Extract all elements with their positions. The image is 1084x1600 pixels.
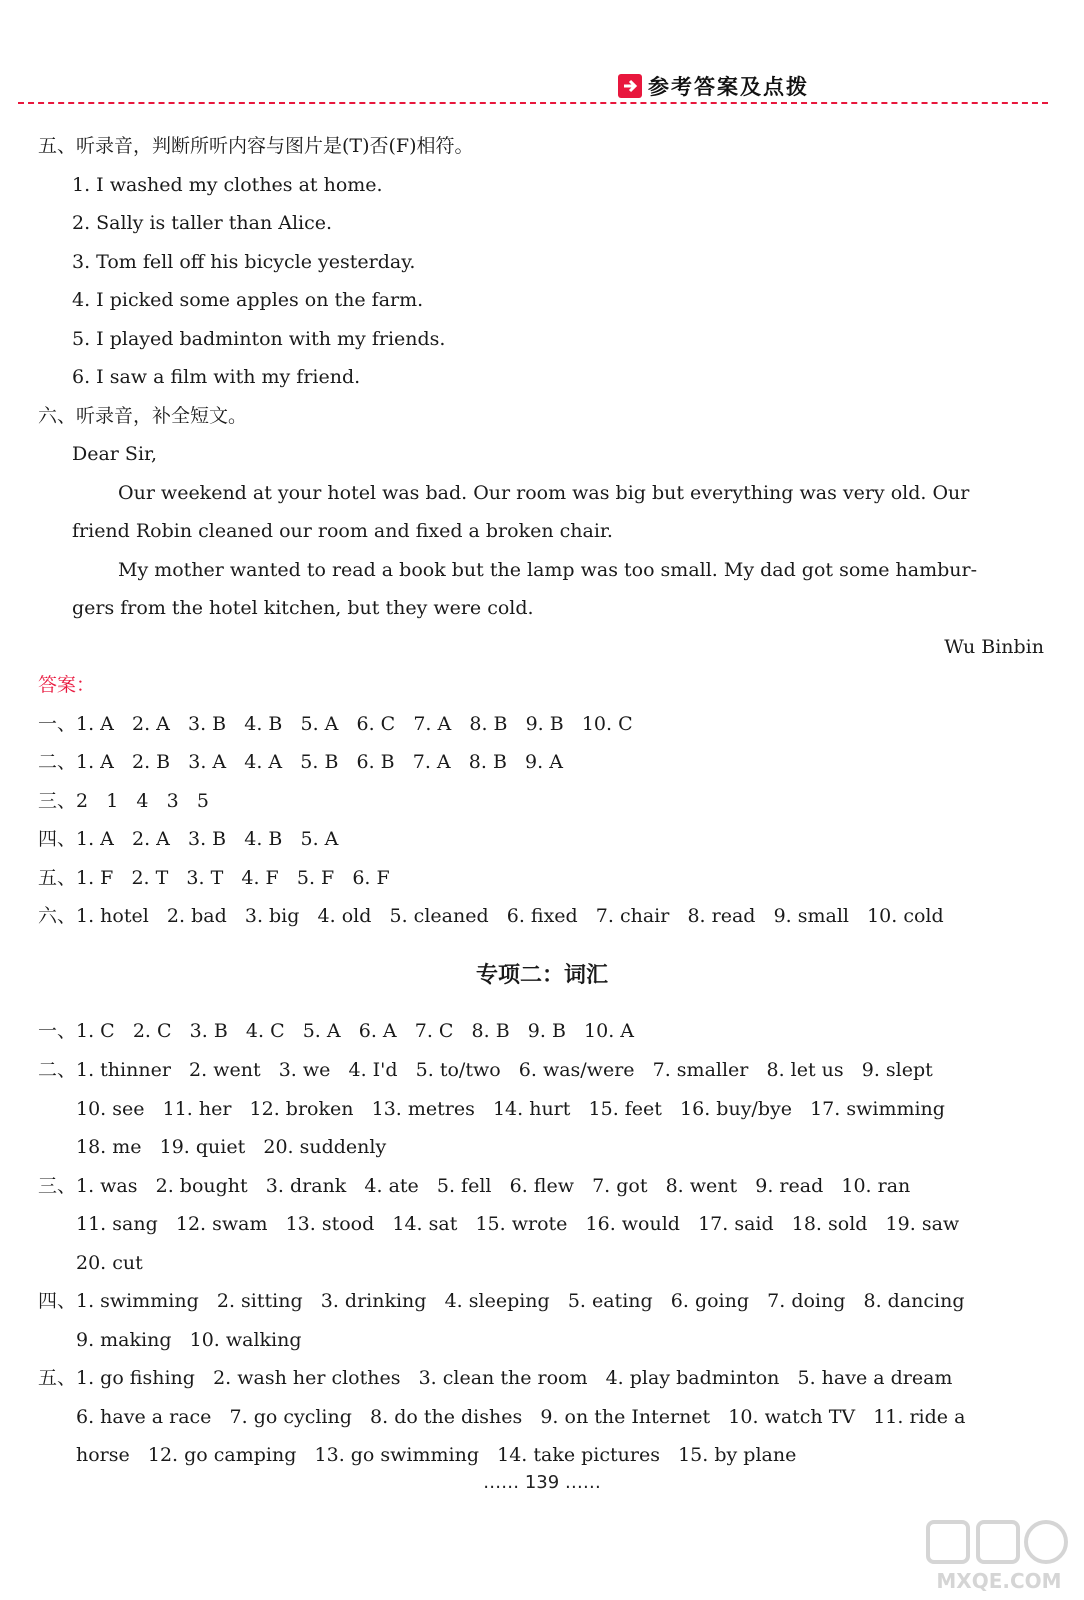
answer-line: 6. have a race 7. go cycling 8. do the dishes 9. on the Internet 10. watch TV 11. ride a	[76, 1406, 966, 1428]
letter-line: gers from the hotel kitchen, but they were cold.	[72, 597, 534, 619]
answer-line: 五、1. F 2. T 3. T 4. F 5. F 6. F	[38, 867, 390, 889]
answer-line: horse 12. go camping 13. go swimming 14. take pictures 15. by plane	[76, 1444, 797, 1466]
answer-line: 四、1. swimming 2. sitting 3. drinking 4. sleeping 5. eating 6. going 7. doing 8. dancing	[38, 1290, 965, 1312]
answer-line: 三、2 1 4 3 5	[38, 790, 209, 812]
watermark-text: MXQE.COM	[936, 1569, 1062, 1593]
list-item: 6. I saw a film with my friend.	[72, 366, 361, 388]
answer-line: 10. see 11. her 12. broken 13. metres 14. hurt 15. feet 16. buy/bye 17. swimming	[76, 1098, 945, 1120]
letter-line: friend Robin cleaned our room and fixed a broken chair.	[72, 520, 613, 542]
answer-line: 20. cut	[76, 1252, 143, 1274]
letter-line: Our weekend at your hotel was bad. Our room was big but everything was very old. Our	[118, 482, 970, 504]
answer-line: 二、1. A 2. B 3. A 4. A 5. B 6. B 7. A 8. B 9. A	[38, 751, 563, 773]
answer-line: 18. me 19. quiet 20. suddenly	[76, 1136, 387, 1158]
list-item: 5. I played badminton with my friends.	[72, 328, 446, 350]
answer-line: 五、1. go fishing 2. wash her clothes 3. clean the room 4. play badminton 5. have a dream	[38, 1367, 953, 1389]
page-number: …… 139 ……	[483, 1472, 601, 1493]
section-title: 专项二：词汇	[475, 963, 608, 988]
answer-line: 三、1. was 2. bought 3. drank 4. ate 5. fell 6. flew 7. got 8. went 9. read 10. ran	[38, 1175, 911, 1197]
answer-line: 六、1. hotel 2. bad 3. big 4. old 5. cleaned 6. fixed 7. chair 8. read 9. small 10. cold	[38, 905, 944, 927]
page-header	[618, 66, 809, 106]
answer-line: 9. making 10. walking	[76, 1329, 302, 1351]
watermark-logo	[924, 1518, 1074, 1594]
instruction-5: 五、听录音，判断所听内容与图片是(T)否(F)相符。	[38, 135, 474, 157]
list-item: 4. I picked some apples on the farm.	[72, 289, 424, 311]
header-divider	[18, 102, 1048, 104]
letter-greeting: Dear Sir,	[72, 443, 158, 465]
answer-line: 二、1. thinner 2. went 3. we 4. I'd 5. to/two 6. was/were 7. smaller 8. let us 9. slept	[38, 1059, 933, 1081]
answer-line: 11. sang 12. swam 13. stood 14. sat 15. wrote 16. would 17. said 18. sold 19. saw	[76, 1213, 960, 1235]
instruction-6: 六、听录音，补全短文。	[38, 405, 248, 427]
arrow-right-icon	[618, 74, 642, 98]
list-item: 3. Tom fell off his bicycle yesterday.	[72, 251, 416, 273]
answers-label: 答案：	[38, 674, 96, 696]
list-item: 2. Sally is taller than Alice.	[72, 212, 333, 234]
answer-line: 一、1. C 2. C 3. B 4. C 5. A 6. A 7. C 8. B 9. B 10. A	[38, 1020, 635, 1042]
answer-line: 一、1. A 2. A 3. B 4. B 5. A 6. C 7. A 8. B 9. B 10. C	[38, 713, 633, 735]
header-title: 参考答案及点拨	[648, 75, 809, 99]
answer-line: 四、1. A 2. A 3. B 4. B 5. A	[38, 828, 339, 850]
letter-line: My mother wanted to read a book but the lamp was too small. My dad got some hambur-	[118, 559, 978, 581]
letter-signature: Wu Binbin	[944, 636, 1044, 658]
list-item: 1. I washed my clothes at home.	[72, 174, 383, 196]
